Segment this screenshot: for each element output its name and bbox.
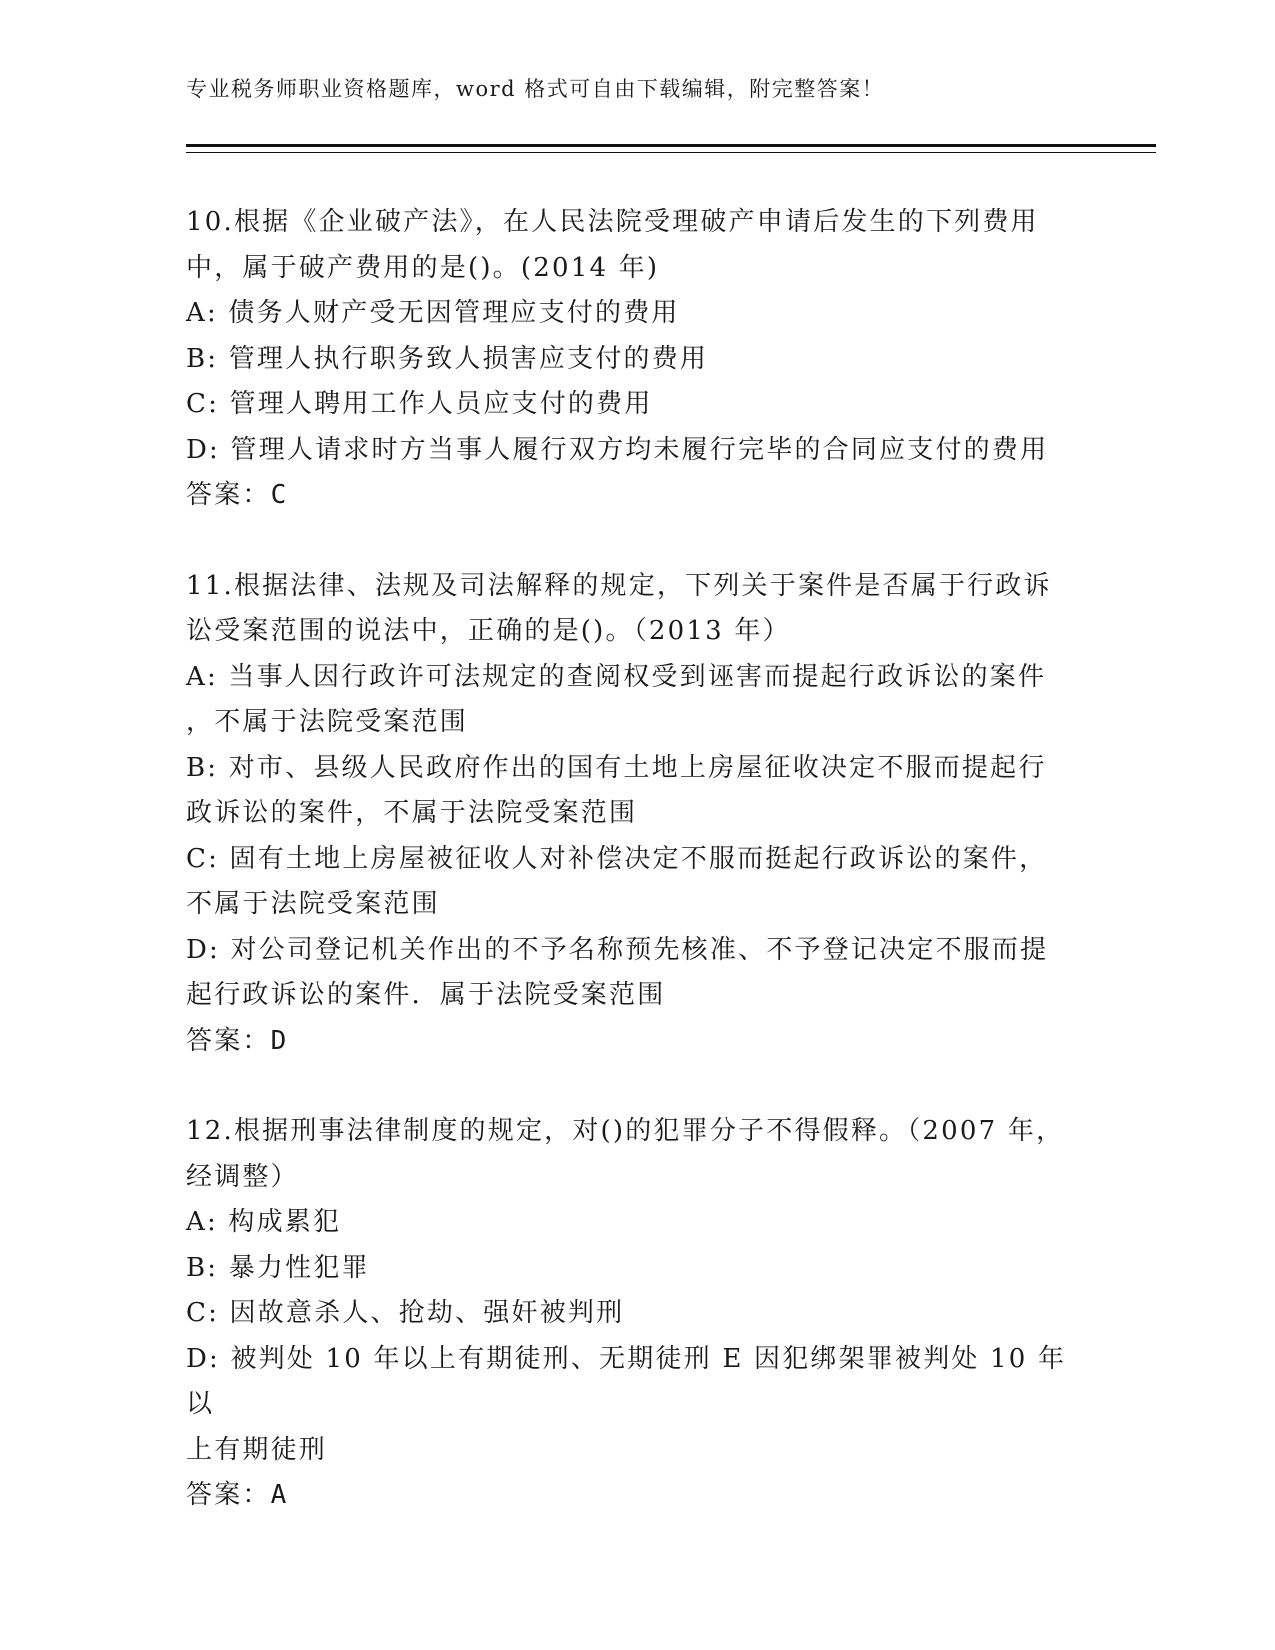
header-rule-thin [186, 152, 1156, 153]
option-a-continued: ，不属于法院受案范围 [186, 707, 469, 737]
answer-value: A [270, 1480, 289, 1510]
question-12 [186, 1109, 1086, 1519]
page-header: 专业税务师职业资格题库，word 格式可自由下载编辑，附完整答案！ [186, 77, 885, 101]
question-stem-line: 经调整） [186, 1161, 299, 1192]
option-b: B: 暴力性犯罪 [186, 1252, 370, 1283]
question-stem-line: 11.根据法律、法规及司法解释的规定，下列关于案件是否属于行政诉 [186, 570, 1052, 601]
option-b: B: 对市、县级人民政府作出的国有土地上房屋征收决定不服而提起行 [186, 752, 1047, 783]
question-stem-line: 中，属于破产费用的是()。(2014 年) [186, 252, 660, 283]
answer-line [186, 1019, 1086, 1065]
option-d: D: 对公司登记机关作出的不予名称预先核准、不予登记决定不服而提 [186, 934, 1049, 965]
option-a: A: 当事人因行政许可法规定的查阅权受到诬害而提起行政诉讼的案件 [186, 661, 1047, 692]
option-d-continued: 上有期徒刑 [186, 1434, 328, 1465]
option-b-continued: 政诉讼的案件，不属于法院受案范围 [186, 798, 638, 828]
header-rule-thick [186, 144, 1156, 147]
option-d: D: 管理人请求时方当事人履行双方均未履行完毕的合同应支付的费用 [186, 434, 1049, 465]
option-c-continued: 不属于法院受案范围 [186, 889, 440, 919]
answer-value: D [270, 1025, 289, 1056]
answer-label: 答案： [186, 1480, 271, 1510]
option-b: B: 管理人执行职务致人损害应支付的费用 [186, 343, 709, 374]
option-c: C: 固有土地上房屋被征收人对补偿决定不服而挺起行政诉讼的案件， [186, 843, 1048, 874]
answer-line [186, 473, 1086, 519]
answer-label: 答案： [186, 1025, 271, 1056]
question-stem-line: 讼受案范围的说法中，正确的是()。（2013 年） [186, 616, 791, 646]
answer-label: 答案： [186, 480, 271, 510]
question-stem-line: 10.根据《企业破产法》，在人民法院受理破产申请后发生的下列费用 [186, 207, 1039, 237]
answer-line [186, 1473, 1086, 1519]
option-a: A: 债务人财产受无因管理应支付的费用 [186, 298, 680, 328]
option-c: C: 因故意杀人、抢劫、强奸被判刑 [186, 1298, 625, 1328]
question-stem-line: 12.根据刑事法律制度的规定，对()的犯罪分子不得假释。（2007 年， [186, 1116, 1065, 1146]
question-11 [186, 564, 1086, 1065]
question-list [186, 200, 1086, 1564]
option-c: C: 管理人聘用工作人员应支付的费用 [186, 389, 653, 419]
option-d: D: 被判处 10 年以上有期徒刑、无期徒刑 E 因犯绑架罪被判处 10 年以 [186, 1343, 1067, 1419]
option-d-continued: 起行政诉讼的案件．属于法院受案范围 [186, 980, 666, 1010]
question-10 [186, 200, 1086, 519]
option-a: A: 构成累犯 [186, 1207, 342, 1237]
answer-value: C [270, 480, 289, 510]
